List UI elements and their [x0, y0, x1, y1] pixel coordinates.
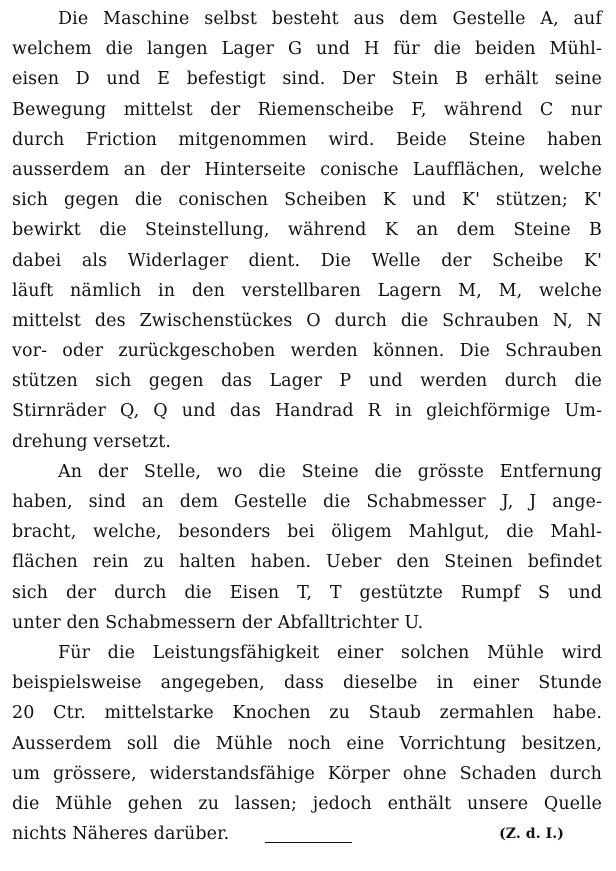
closing-line [12, 819, 602, 849]
text-line: welchem die langen Lager G und H für die beiden Mühl- [12, 39, 602, 60]
text-line: sich der durch die Eisen T, T gestützte Rumpf S und [12, 582, 602, 603]
text-body [12, 4, 602, 849]
source-signature: (Z. d. I.) [499, 826, 564, 843]
section-divider [265, 842, 352, 843]
text-line: Ausserdem soll die Mühle noch eine Vorrichtung besitzen, [12, 733, 602, 754]
text-line: um grössere, widerstandsfähige Körper ohne Schaden durch [12, 763, 602, 784]
text-line: dabei als Widerlager dient. Die Welle der Scheibe K' [12, 250, 602, 271]
text-line: läuft nämlich in den verstellbaren Lagern M, M, welche [12, 280, 602, 301]
text-line: durch Friction mitgenommen wird. Beide Steine haben [12, 129, 602, 150]
text-line: Stirnräder Q, Q und das Handrad R in gleichförmige Um- [12, 401, 602, 422]
text-line: haben, sind an dem Gestelle die Schabmesser J, J ange- [12, 492, 602, 512]
text-line: bewirkt die Steinstellung, während K an dem Steine B [12, 220, 602, 241]
text-line: eisen D und E befestigt sind. Der Stein B erhält seine [12, 69, 602, 90]
text-line: unter den Schabmessern der Abfalltrichter U. [12, 612, 424, 633]
paragraph-2 [12, 457, 602, 638]
text-line: 20 Ctr. mittelstarke Knochen zu Staub zermahlen habe. [12, 703, 602, 724]
text-line: die Mühle gehen zu lassen; jedoch enthält unsere Quelle [12, 793, 602, 814]
text-line: Die Maschine selbst besteht aus dem Gestelle A, auf [58, 9, 602, 29]
text-line: sich gegen die conischen Scheiben K und K' stützen; K' [12, 190, 602, 211]
text-line: bracht, welche, besonders bei öligem Mahlgut, die Mahl- [12, 522, 602, 543]
text-line: nichts Näheres darüber. [12, 824, 230, 845]
text-line: mittelst des Zwischenstückes O durch die Schrauben N, N [12, 310, 602, 331]
text-line: stützen sich gegen das Lager P und werden durch die [12, 371, 602, 392]
text-line: ausserdem an der Hinterseite conische Laufflächen, welche [12, 159, 602, 180]
text-line: beispielsweise angegeben, dass dieselbe in einer Stunde [12, 673, 602, 694]
text-line: An der Stelle, wo die Steine die grösste Entfernung [58, 461, 602, 482]
text-line: Bewegung mittelst der Riemenscheibe F, während C nur [12, 99, 602, 120]
text-line: Für die Leistungsfähigkeit einer solchen Mühle wird [58, 642, 602, 663]
text-line: vor- oder zurückgeschoben werden können. Die Schrauben [12, 341, 602, 362]
text-line: drehung versetzt. [12, 431, 171, 452]
paragraph-3 [12, 638, 602, 849]
paragraph-1 [12, 4, 602, 457]
text-line: flächen rein zu halten haben. Ueber den Steinen befindet [12, 552, 602, 573]
